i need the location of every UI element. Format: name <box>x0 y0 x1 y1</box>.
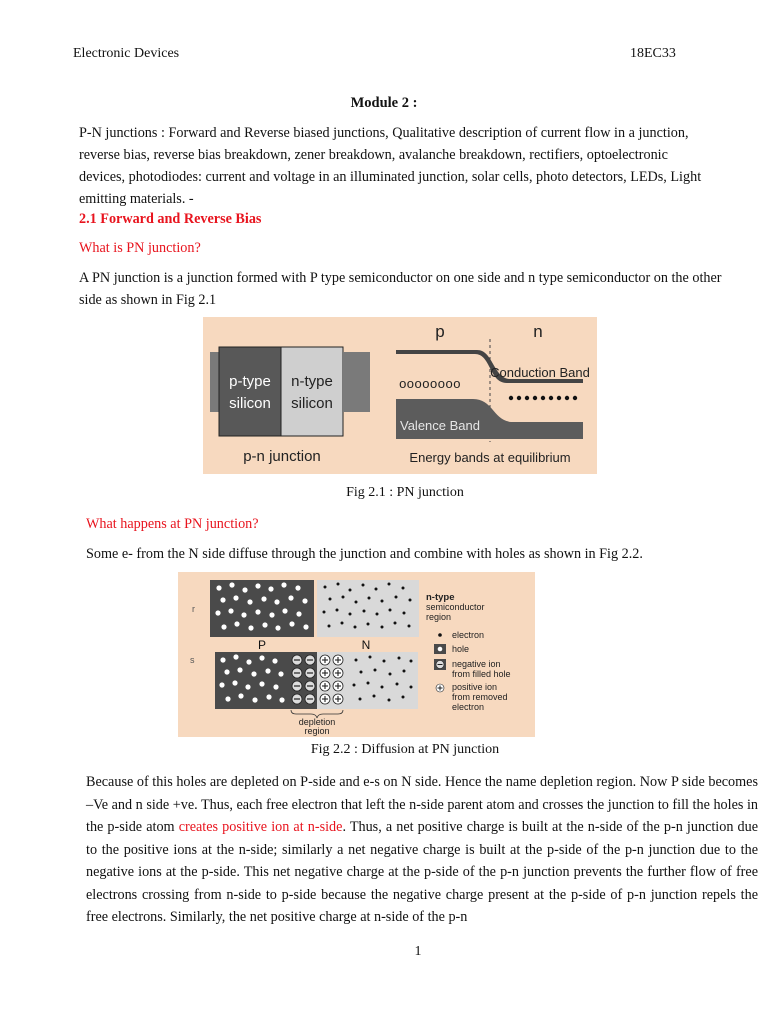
fig2-legend-hole-icon <box>438 647 443 652</box>
fig1-electron-row <box>509 396 577 400</box>
module-title: Module 2 : <box>350 95 418 111</box>
fig1-band-n-label: n <box>533 322 543 341</box>
fig2-legend-neg2: from filled hole <box>452 669 511 679</box>
paragraph-depletion-highlight: creates positive ion at n-side <box>178 819 343 835</box>
fig2-legend-pos2: from removed <box>452 692 508 702</box>
fig1-junction-caption: p-n junction <box>243 448 321 465</box>
fig2-legend-hole: hole <box>452 644 470 654</box>
syllabus-paragraph: P-N junctions : Forward and Reverse biased junctions, Qualitative description of current flow in a junction, reverse bias, reverse bias breakdown, zener breakdown, avalanche breakdown, rectifiers, optoelectronic devices, photodiodes: current and voltage in an illuminated junction, solar cells, photo detectors, LEDs, Light emitting materials. - <box>79 125 702 207</box>
fig1-band-p-label: p <box>435 322 445 341</box>
fig2-n-label: N <box>361 638 371 652</box>
fig1-n-type-label: n-type <box>291 373 333 390</box>
header-left: Electronic Devices <box>73 46 180 61</box>
section-heading: 2.1 Forward and Reverse Bias <box>79 211 262 227</box>
figure-pn-junction <box>203 317 597 474</box>
fig2-legend-electron: electron <box>452 630 485 640</box>
fig2-legend-title: n-type <box>426 592 455 603</box>
fig1-valence-label: Valence Band <box>400 418 480 433</box>
paragraph-pn-definition: A PN junction is a junction formed with P type semiconductor on one side and n type semiconductor on the other side as shown in Fig 2.1 <box>79 270 722 308</box>
fig2-caption: Fig 2.2 : Diffusion at PN junction <box>310 742 500 757</box>
fig2-p-label: P <box>257 638 267 652</box>
question-what-is-pn: What is PN junction? <box>79 240 201 256</box>
fig2-legend-pos3: electron <box>452 702 485 712</box>
fig1-p-type-block <box>219 347 281 436</box>
fig1-caption: Fig 2.1 : PN junction <box>346 485 464 500</box>
fig1-n-silicon-label: silicon <box>291 395 333 412</box>
fig1-p-type-label: p-type <box>229 373 271 390</box>
fig2-legend-neg1: negative ion <box>452 659 501 669</box>
fig2-cropped-mark: r <box>192 604 195 614</box>
page-number: 1 <box>414 944 422 959</box>
fig1-conduction-label: Conduction Band <box>490 365 590 380</box>
paragraph-depletion-part1: Because of this holes are depleted on P-side and e-s on N side. Hence the name depletion region. Now P side becomes –Ve and n side +ve. Thus, each free electron that left the n-side parent atom and crosses the junction to fill the holes in the p-side atom <box>86 774 758 835</box>
fig1-n-type-block <box>281 347 343 436</box>
fig2-cropped-mark-2: s <box>190 655 195 665</box>
fig2-legend-sub1: semiconductor <box>426 602 485 612</box>
paragraph-depletion-part2: . Thus, a net positive charge is built at the n-side of the p-n junction due to the positive ions at the n-side; similarly a net negative charge is built at the p-side of the p-n junction due to the negative ions at the p-side. This net negative charge at the p-side of the p-n junction prevents the further flow of free electrons crossing from n-side to p-side because the negative charge present at the p-side of p-n junction repels the free electrons. Similarly, the net positive charge at n-side of the p-n <box>86 819 759 925</box>
fig2-depletion-label: depletion <box>298 717 336 727</box>
fig2-region-label: region <box>304 726 330 736</box>
fig1-lead-wire-right <box>343 352 354 412</box>
question-what-happens: What happens at PN junction? <box>86 516 259 532</box>
paragraph-depletion <box>86 771 758 929</box>
paragraph-diffusion: Some e- from the N side diffuse through the junction and combine with holes as shown in Fig 2.2. <box>86 546 643 562</box>
fig1-p-silicon-label: silicon <box>229 395 271 412</box>
fig1-band-caption: Energy bands at equilibrium <box>409 450 571 465</box>
fig2-n-region-bottom <box>317 652 418 709</box>
fig2-legend-electron-icon <box>438 633 442 637</box>
fig2-legend-sub2: region <box>426 612 452 622</box>
header-right: 18EC33 <box>630 46 676 61</box>
figure-diffusion <box>178 572 535 737</box>
fig1-holes-row: oooooooo <box>399 376 461 391</box>
fig2-legend-pos1: positive ion <box>452 682 498 692</box>
